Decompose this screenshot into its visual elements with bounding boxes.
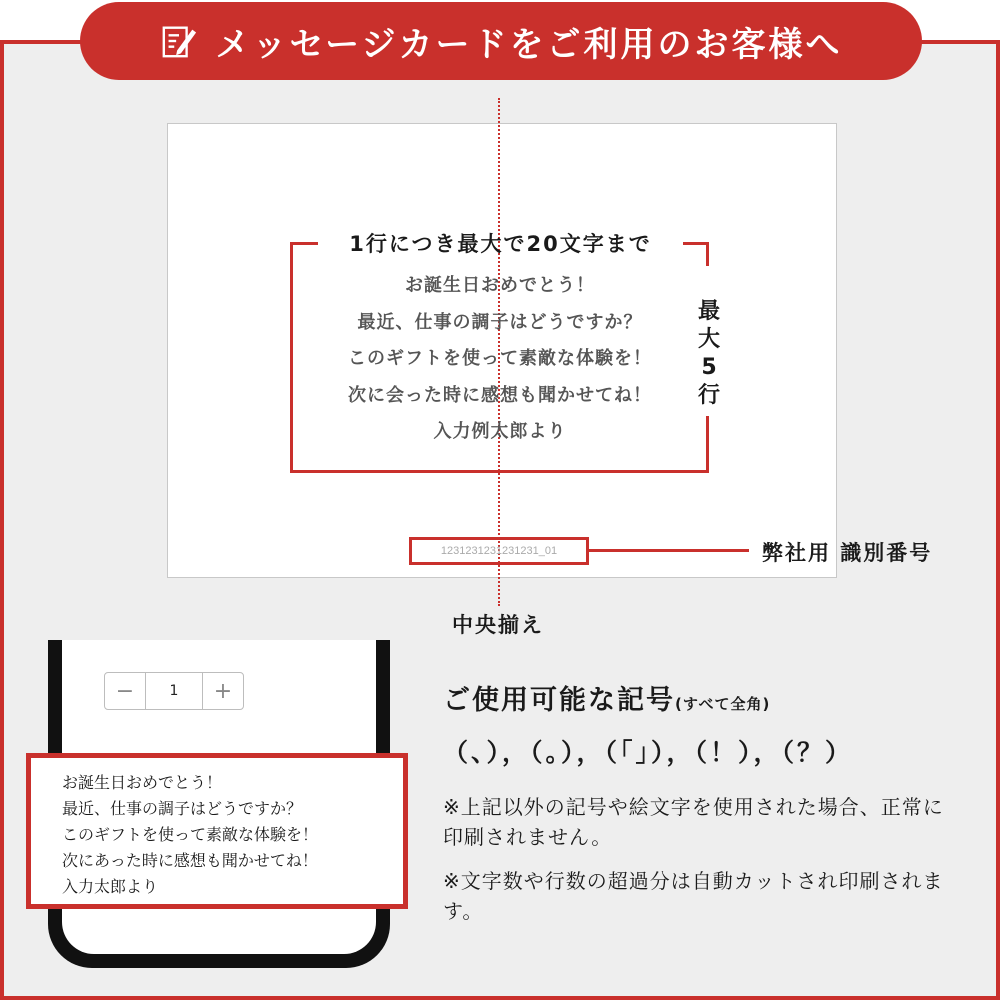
id-number: 1231231231231231_01: [440, 545, 558, 557]
input-line: 次にあった時に感想も聞かせてね！: [62, 851, 318, 870]
center-align-label: 中央揃え: [452, 613, 544, 637]
header-banner: [80, 2, 922, 80]
id-label: 弊社用 識別番号: [762, 541, 933, 565]
symbols-title-note: (すべて全角): [675, 695, 771, 713]
note-auto-cut: ※文字数や行数の超過分は自動カットされ印刷されます。: [443, 869, 944, 923]
id-number-box: [409, 537, 589, 565]
symbols-title: ご使用可能な記号: [443, 685, 675, 716]
max-lines-char: 5: [701, 355, 717, 380]
input-line: このギフトを使って素敵な体験を！: [62, 825, 319, 844]
symbols-heading: [443, 678, 770, 717]
sample-line: お誕生日おめでとう！: [405, 275, 595, 296]
message-input-field[interactable]: [26, 753, 408, 909]
input-line: お誕生日おめでとう！: [62, 773, 223, 792]
sample-line: このギフトを使って素敵な体験を！: [348, 348, 652, 369]
sample-line: 入力例太郎より: [433, 421, 567, 442]
decrement-button[interactable]: −: [115, 678, 135, 704]
symbols-list: （、），（。），（「」），（！），（？）: [443, 738, 854, 767]
sample-line: 次に会った時に感想も聞かせてね！: [348, 384, 652, 406]
header-title: メッセージカードをご利用のお客様へ: [215, 24, 843, 65]
max-lines-char: 大: [697, 327, 720, 352]
max-lines-char: 行: [697, 383, 720, 408]
increment-button[interactable]: +: [213, 678, 233, 704]
id-connector-line: [589, 549, 749, 552]
edit-note-icon: [160, 22, 198, 60]
input-line: 入力太郎より: [62, 877, 159, 896]
message-area-top-right: [683, 242, 709, 245]
max-lines-char: 最: [697, 299, 720, 324]
message-area-top-left: [290, 242, 318, 245]
sample-message: [300, 268, 700, 451]
quantity-stepper[interactable]: [104, 672, 244, 710]
quantity-value[interactable]: 1: [145, 673, 203, 709]
input-line: 最近、仕事の調子はどうですか？: [62, 799, 303, 818]
note-unsupported-symbols: ※上記以外の記号や絵文字を使用された場合、正常に印刷されません。: [443, 795, 944, 849]
sample-line: 最近、仕事の調子はどうですか？: [357, 311, 643, 333]
per-line-rule: 1行につき最大で20文字まで: [349, 232, 652, 256]
